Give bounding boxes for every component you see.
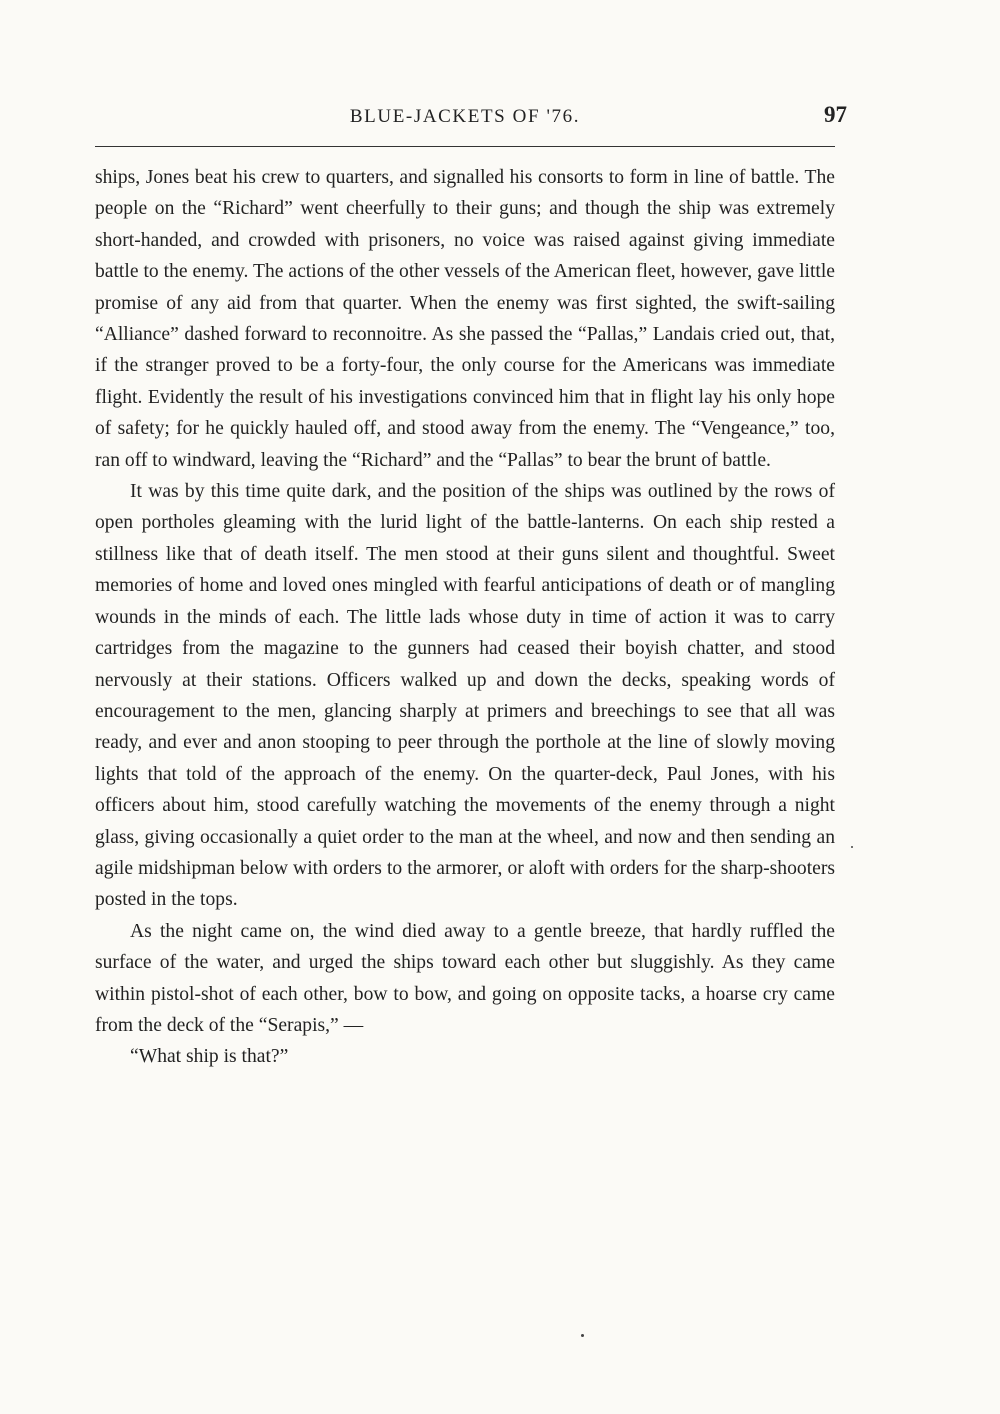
print-speck [581,1334,584,1337]
paragraph-continued: ships, Jones beat his crew to quarters, and signalled his consorts to form in line of battle. The people on the “Richard” went cheerfully to their guns; and though the ship was extremely short-handed, and crowded with prisoners, no voice was raised against giving immediate battle to the enemy. The actions of the other vessels of the American fleet, however, gave little promise of any aid from that quarter. When the enemy was first sighted, the swift-sailing “Alliance” dashed forward to reconnoitre. As she passed the “Pallas,” Landais cried out, that, if the stranger proved to be a forty-four, the only course for the Americans was immediate flight. Evidently the result of his investigations convinced him that in flight lay his only hope of safety; for he quickly hauled off, and stood away from the enemy. The “Vengeance,” too, ran off to windward, leaving the “Richard” and the “Pallas” to bear the brunt of battle. [95,167,835,471]
running-head [95,100,847,130]
paragraph: As the night came on, the wind died away to a gentle breeze, that hardly ruffled the surface of the water, and urged the ships toward each other but sluggishly. As they came within pistol-shot of each other, bow to bow, and going on opposite tacks, a hoarse cry came from the deck of the “Serapis,” — [95,920,835,1036]
print-speck [851,846,853,848]
body-text [95,162,835,1073]
page-number: 97 [824,102,847,127]
paragraph: It was by this time quite dark, and the position of the ships was outlined by the rows of open portholes gleaming with the lurid light of the battle-lanterns. On each ship rested a stillness like that of death itself. The men stood at their guns silent and thoughtful. Sweet memories of home and loved ones mingled with fearful anticipations of death or of mangling wounds in the minds of each. The little lads whose duty in time of action it was to carry cartridges from the magazine to the gunners had ceased their boyish chatter, and stood nervously at their stations. Officers walked up and down the decks, speaking words of encouragement to the men, glancing sharply at primers and breechings to see that all was ready, and ever and anon stooping to peer through the porthole at the line of slowly moving lights that told of the approach of the enemy. On the quarter-deck, Paul Jones, with his officers about him, stood carefully watching the movements of the enemy through a night glass, giving occasionally a quiet order to the man at the wheel, and now and then sending an agile midshipman below with orders to the armorer, or aloft with orders for the sharp-shooters posted in the tops. [95,481,835,911]
header-rule [95,146,835,147]
dialogue-line: “What ship is that?” [130,1046,289,1068]
running-title: BLUE-JACKETS OF '76. [349,106,581,127]
